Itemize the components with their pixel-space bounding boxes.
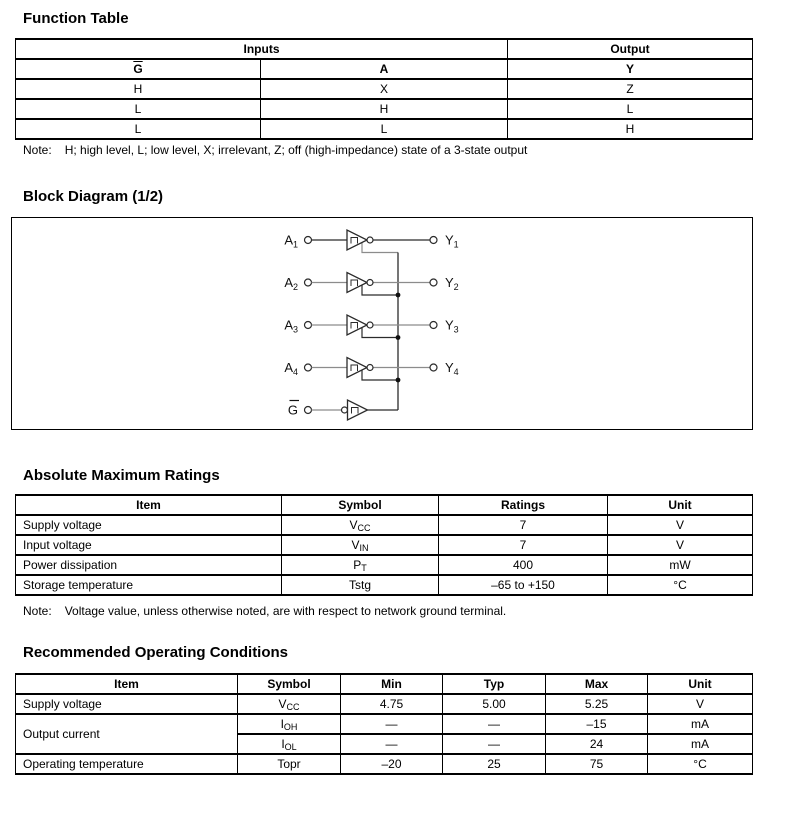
input-terminal: [305, 237, 312, 244]
enable-hook: [362, 242, 398, 253]
table-cell: —: [341, 714, 443, 734]
table-row: [16, 535, 753, 555]
table-row: [16, 674, 753, 694]
table-header-cell: Item: [16, 674, 238, 694]
abs-max-title: Absolute Maximum Ratings: [23, 467, 220, 484]
table-header-cell: Item: [16, 495, 282, 515]
input-label: $A_3$: [284, 317, 298, 335]
table-cell: 75: [546, 754, 648, 774]
input-terminal: [305, 407, 312, 414]
table-cell: –20: [341, 754, 443, 774]
table-cell: V: [608, 535, 753, 555]
function-table: [15, 38, 753, 140]
table-cell: °C: [608, 575, 753, 595]
junction-dot: [396, 293, 401, 298]
table-row: [16, 575, 753, 595]
table-cell: $V_{CC}$: [238, 694, 341, 714]
input-terminal: [305, 364, 312, 371]
inversion-bubble: [342, 407, 348, 413]
table-cell: 4.75: [341, 694, 443, 714]
table-cell: mW: [608, 555, 753, 575]
table-cell: –65 to +150: [439, 575, 608, 595]
output-label: $Y_3$: [445, 317, 459, 335]
output-terminal: [430, 237, 437, 244]
recommended-operating-conditions-table: [15, 673, 753, 775]
note-text: Voltage value, unless otherwise noted, are with respect to network ground terminal.: [64, 604, 507, 618]
enable-hook: [362, 370, 398, 381]
table-row: [16, 99, 753, 119]
output-terminal: [430, 279, 437, 286]
table-header-cell: Unit: [608, 495, 753, 515]
input-terminal: [305, 322, 312, 329]
input-label: $A_1$: [284, 232, 298, 250]
table-cell: –15: [546, 714, 648, 734]
table-cell: H: [16, 79, 261, 99]
table-cell: Input voltage: [16, 535, 282, 555]
table-cell: Operating temperature: [16, 754, 238, 774]
inversion-bubble: [367, 322, 373, 328]
table-cell: 25: [443, 754, 546, 774]
table-header-cell: Ratings: [439, 495, 608, 515]
table-header-cell: Output: [508, 39, 753, 59]
function-table-title: Function Table: [23, 10, 129, 27]
enable-hook: [362, 285, 398, 296]
table-row: [16, 714, 753, 734]
table-cell: H: [508, 119, 753, 139]
table-row: [16, 79, 753, 99]
table-row: [16, 555, 753, 575]
table-cell: V: [648, 694, 753, 714]
abs-max-note: [23, 604, 506, 618]
junction-dot: [396, 378, 401, 383]
table-cell: V: [608, 515, 753, 535]
table-row: [16, 119, 753, 139]
table-row: [16, 694, 753, 714]
table-header-cell: Min: [341, 674, 443, 694]
table-header-cell: Symbol: [282, 495, 439, 515]
table-cell: —: [341, 734, 443, 754]
table-row: [16, 495, 753, 515]
table-cell: 24: [546, 734, 648, 754]
note-label: Note:: [23, 143, 52, 157]
table-row: [16, 515, 753, 535]
table-cell: L: [16, 99, 261, 119]
inversion-bubble: [367, 280, 373, 286]
table-cell: L: [261, 119, 508, 139]
table-cell: 7: [439, 535, 608, 555]
table-cell: Supply voltage: [16, 694, 238, 714]
table-row: [16, 39, 753, 59]
table-cell: Z: [508, 79, 753, 99]
output-terminal: [430, 364, 437, 371]
table-header-cell: Max: [546, 674, 648, 694]
table-cell: 5.25: [546, 694, 648, 714]
table-cell: Supply voltage: [16, 515, 282, 535]
junction-dot: [396, 335, 401, 340]
block-diagram-title: Block Diagram (1/2): [23, 188, 164, 205]
table-header-cell: A: [261, 59, 508, 79]
table-header-cell: Unit: [648, 674, 753, 694]
table-cell: 400: [439, 555, 608, 575]
table-cell: mA: [648, 734, 753, 754]
table-cell: X: [261, 79, 508, 99]
inversion-bubble: [367, 365, 373, 371]
table-row: [16, 754, 753, 774]
table-cell: Tstg: [282, 575, 439, 595]
note-label: Note:: [23, 604, 52, 618]
output-label: $Y_1$: [445, 232, 459, 250]
block-diagram-box: [11, 217, 753, 430]
table-cell: L: [508, 99, 753, 119]
table-header-cell: Y: [508, 59, 753, 79]
input-terminal: [305, 279, 312, 286]
table-row: [16, 59, 753, 79]
table-cell: $I_{OL}$: [238, 734, 341, 754]
inversion-bubble: [367, 237, 373, 243]
output-terminal: [430, 322, 437, 329]
table-cell: $V_{CC}$: [282, 515, 439, 535]
table-cell: L: [16, 119, 261, 139]
output-label: $Y_2$: [445, 275, 459, 292]
input-label: $A_2$: [284, 275, 298, 292]
enable-label: G: [287, 402, 298, 418]
input-label: $A_4$: [284, 360, 298, 377]
table-header-cell: Inputs: [16, 39, 508, 59]
absolute-maximum-ratings-table: [15, 494, 753, 596]
table-header-cell: $\overline{G}$: [16, 59, 261, 79]
table-cell: —: [443, 734, 546, 754]
table-cell: Storage temperature: [16, 575, 282, 595]
enable-hook: [362, 327, 398, 338]
table-cell: 5.00: [443, 694, 546, 714]
note-text: H; high level, L; low level, X; irrelevant, Z; off (high-impedance) state of a 3-state output: [64, 143, 528, 157]
table-cell: Output current: [16, 714, 238, 754]
table-cell: mA: [648, 714, 753, 734]
rec-op-title: Recommended Operating Conditions: [23, 644, 289, 661]
table-cell: H: [261, 99, 508, 119]
table-cell: 7: [439, 515, 608, 535]
table-cell: Topr: [238, 754, 341, 774]
table-cell: —: [443, 714, 546, 734]
table-cell: $I_{OH}$: [238, 714, 341, 734]
table-cell: $P_T$: [282, 555, 439, 575]
table-header-cell: Typ: [443, 674, 546, 694]
table-cell: °C: [648, 754, 753, 774]
table-cell: $V_{IN}$: [282, 535, 439, 555]
function-table-note: [23, 143, 527, 157]
block-diagram-svg: [12, 218, 752, 429]
table-cell: Power dissipation: [16, 555, 282, 575]
table-header-cell: Symbol: [238, 674, 341, 694]
output-label: $Y_4$: [445, 360, 459, 377]
